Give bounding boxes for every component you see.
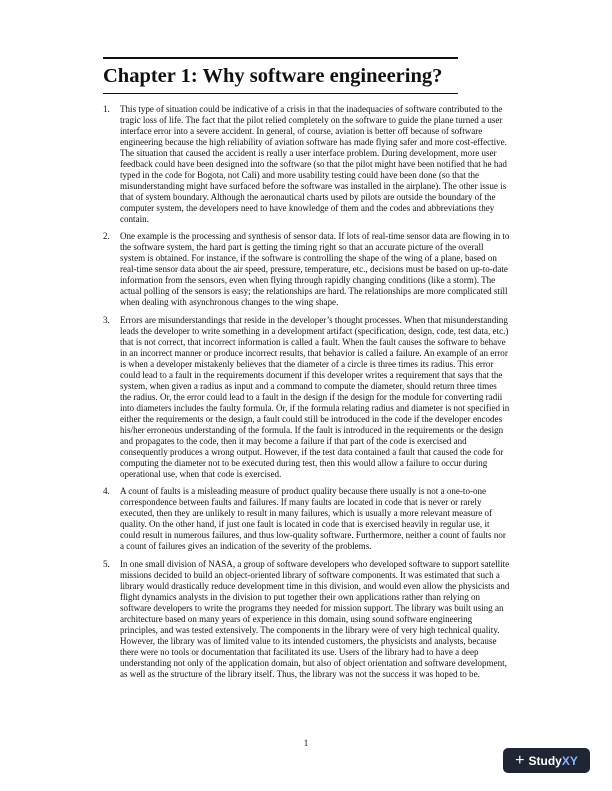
answer-text: Errors are misunderstandings that reside in the developer’s thought processes. When that misunderstanding leads the developer to write something in a development artifact (specification, design, code, test data, etc.) that is not correct, that incorrect information is called a fault. When the fault causes the software to behave in an incorrect manner or produce incorrect results, that behavior is called a failure. An example of an error is when a developer mistakenly believes that the diameter of a circle is three times its radius. This error could lead to a fault in the requirements document if this developer writes a requirement that says that the system, when given a radius as input and a command to compute the diameter, should return three times the radius. Or, the error could lead to a fault in the design if the design for the module for converting radii into diameters includes the faulty formula. Or, if the formula relating radius and diameter is not specified in either the requirements or the design, a fault could still be introduced in the code if the developer encodes his/her erroneous understanding of the formula. If the fault is introduced in the requirements or the design and propagates to the code, then it may become a failure if that part of the code is exercised and consequently produces a wrong output. However, if the test data contained a fault that caused the code for computing the diameter not to be executed during test, then this would allow a failure to occur during operational use, when that code is exercised.	[120, 315, 510, 479]
watermark-brand: Study	[528, 753, 562, 768]
answer-text: A count of faults is a misleading measure of product quality because there usually is not a one-to-one correspondence between faults and failures. If many faults are located in code that is never or rarely executed, then they are unlikely to result in many failures, which is usually a more relevant measure of quality. On the other hand, if just one fault is located in code that is exercised heavily in regular use, it could result in numerous failures, and thus low-quality software. Furthermore, neither a count of faults nor a count of failures gives an indication of the severity of the problems.	[120, 486, 506, 552]
chapter-title: Chapter 1: Why software engineering?	[103, 65, 443, 87]
title-top-rule	[103, 57, 458, 59]
answer-number: 3.	[103, 315, 110, 326]
answer-number: 4.	[103, 486, 110, 497]
watermark-logo-text	[528, 754, 577, 768]
title-bottom-rule	[103, 93, 458, 94]
plus-icon: +	[515, 751, 525, 769]
answer-item-2	[100, 231, 510, 308]
page-number: 1	[303, 738, 309, 748]
answer-number: 2.	[103, 231, 110, 242]
answer-text: In one small division of NASA, a group of software developers who developed software to support satellite missions decided to build an object-oriented library of software components. It was estimated that such a library would drastically reduce development time in this division, and would even allow the physicists and flight dynamics analysts in the division to put together their own applications rather than relying on software developers to write the programs they needed for mission support. The library was built using an architecture based on many years of experience in this domain, using sound software engineering principles, and was tested extensively. The components in the library were of very high technical quality. However, the library was of limited value to its intended customers, the physicists and analysts, because there were no tools or documentation that facilitated its use. Users of the library had to have a deep understanding not only of the application domain, but also of object orientation and software development, as well as the structure of the library itself. Thus, the library was not the success it was hoped to be.	[120, 559, 510, 679]
answer-item-5	[100, 559, 510, 679]
answer-item-4	[100, 486, 510, 552]
watermark-accent: XY	[561, 753, 578, 768]
answer-list	[100, 104, 510, 687]
answer-item-1	[100, 104, 510, 224]
answer-text: This type of situation could be indicative of a crisis in that the inadequacies of software contributed to the tragic loss of life. The fact that the pilot relied completely on the software to guide the plane turned a user interface error into a severe accident. In general, of course, aviation is better off because of software engineering because the high reliability of aviation software has made flying safer and more cost-effective. The situation that caused the accident is really a user interface problem. During development, more user feedback could have been designed into the software (so that the pilot might have been notified that he had typed in the code for Bogota, not Cali) and more usability testing could have been done (so that the misunderstanding might have surfaced before the software was installed in the airplane). The other issue is that of system boundary. Although the aeronautical charts used by pilots are outside the boundary of the computer system, the developers need to have knowledge of them and the codes and abbreviations they contain.	[120, 104, 507, 224]
answer-text: One example is the processing and synthesis of sensor data. If lots of real-time sensor data are flowing in to the software system, the hard part is getting the timing right so that an accurate picture of the overall system is obtained. For instance, if the software is controlling the shape of the wing of a plane, based on real-time sensor data about the air speed, pressure, temperature, etc., decisions must be based on up-to-date information from the sensors, even when flying through rapidly changing conditions (like a storm). The actual polling of the sensors is easy; the relationships are hard. The relationships are more complicated still when dealing with asynchronous changes to the wing shape.	[120, 231, 510, 308]
answer-number: 5.	[103, 559, 110, 570]
answer-item-3	[100, 315, 510, 479]
studyxy-watermark	[503, 748, 590, 773]
answer-number: 1.	[103, 104, 110, 114]
